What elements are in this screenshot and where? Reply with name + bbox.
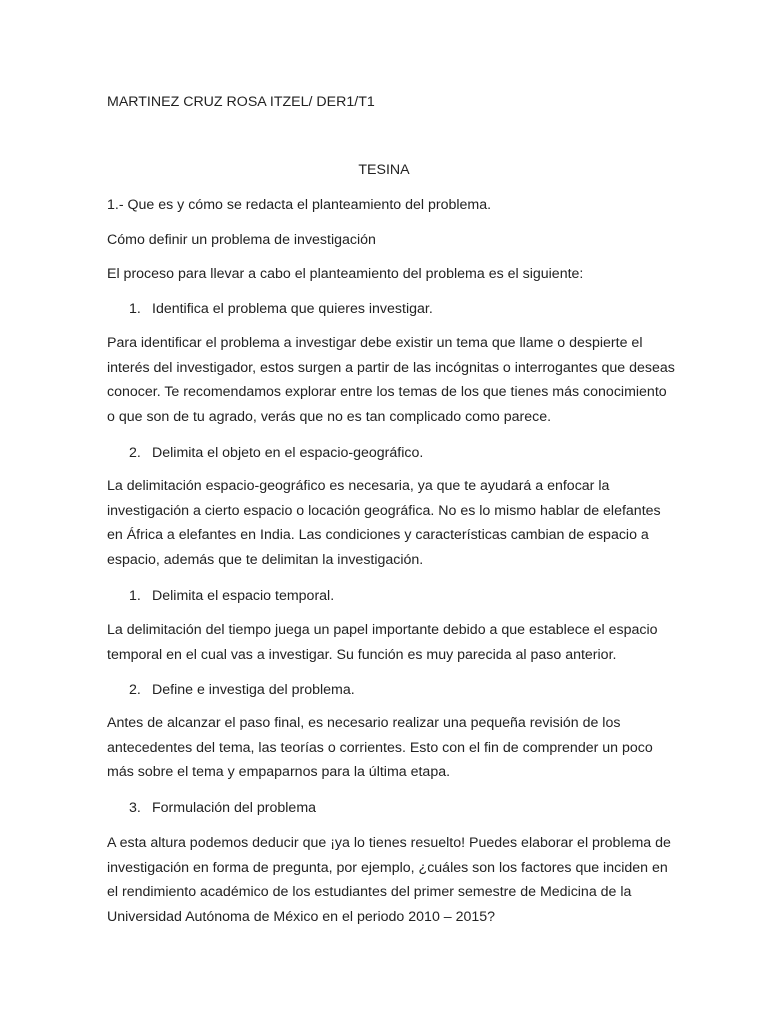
paragraph-line: o que son de tu agrado, verás que no es tan complicado como parece. — [107, 408, 552, 425]
list-item-label: Formulación del problema — [152, 800, 317, 816]
paragraph-line: investigación en forma de pregunta, por ejemplo, ¿cuáles son los factores que inciden en — [107, 859, 668, 876]
paragraph — [107, 711, 667, 785]
list-item-number: 2. — [129, 445, 141, 461]
list-item-label: Delimita el espacio temporal. — [152, 588, 335, 604]
list-item — [129, 444, 423, 462]
paragraph-line: investigación a cierto espacio o locación geográfica. No es lo mismo hablar de elefantes — [107, 502, 661, 519]
paragraph-line: el rendimiento académico de los estudiantes del primer semestre de Medicina de la — [107, 884, 632, 901]
paragraph-line: La delimitación espacio-geográfico es necesaria, ya que te ayudará a enfocar la — [107, 478, 610, 494]
paragraph-line: Antes de alcanzar el paso final, es necesario realizar una pequeña revisión de los — [107, 715, 621, 731]
list-item-number: 1. — [129, 588, 141, 604]
paragraph-line: en África a elefantes en India. Las condiciones y características cambian de espacio a — [107, 527, 649, 544]
paragraph-line: temporal en el cual vas a investigar. Su función es muy parecida al paso anterior. — [107, 646, 617, 663]
paragraph-line: conocer. Te recomendamos explorar entre los temas de los que tienes más conocimiento — [107, 384, 667, 401]
author-line: MARTINEZ CRUZ ROSA ITZEL/ DER1/T1 — [107, 94, 375, 110]
paragraph-line: espacio, además que te delimitan la investigación. — [107, 551, 424, 568]
paragraph — [107, 331, 675, 429]
subheading: Cómo definir un problema de investigación — [107, 232, 376, 248]
list-item-label: Delimita el objeto en el espacio-geográfico. — [152, 445, 424, 461]
paragraph-line: Para identificar el problema a investigar debe existir un tema que llame o despierte el — [107, 335, 643, 351]
list-item — [129, 799, 316, 817]
question-heading: 1.- Que es y cómo se redacta el planteamiento del problema. — [107, 197, 492, 213]
list-item-label: Define e investiga del problema. — [152, 682, 355, 698]
paragraph-line: antecedentes del tema, las teorías o corrientes. Esto con el fin de comprender un poco — [107, 739, 653, 756]
paragraph — [107, 618, 667, 667]
paragraph-line: Universidad Autónoma de México en el periodo 2010 – 2015? — [107, 908, 496, 925]
paragraph — [107, 474, 667, 572]
list-item — [129, 300, 433, 318]
list-item-label: Identifica el problema que quieres investigar. — [152, 301, 433, 317]
list-item-number: 3. — [129, 800, 141, 816]
document-title: TESINA — [358, 162, 410, 178]
list-item — [129, 681, 355, 699]
intro-paragraph: El proceso para llevar a cabo el planteamiento del problema es el siguiente: — [107, 266, 584, 282]
paragraph-line: La delimitación del tiempo juega un papel importante debido a que establece el espacio — [107, 622, 658, 638]
list-item — [129, 587, 334, 605]
paragraph — [107, 831, 671, 929]
paragraph-line: interés del investigador, estos surgen a partir de las incógnitas o interrogantes que deseas — [107, 359, 675, 376]
list-item-number: 1. — [129, 301, 141, 317]
list-item-number: 2. — [129, 682, 141, 698]
paragraph-line: A esta altura podemos deducir que ¡ya lo tienes resuelto! Puedes elaborar el problema de — [107, 835, 671, 851]
paragraph-line: más sobre el tema y empaparnos para la última etapa. — [107, 764, 451, 781]
